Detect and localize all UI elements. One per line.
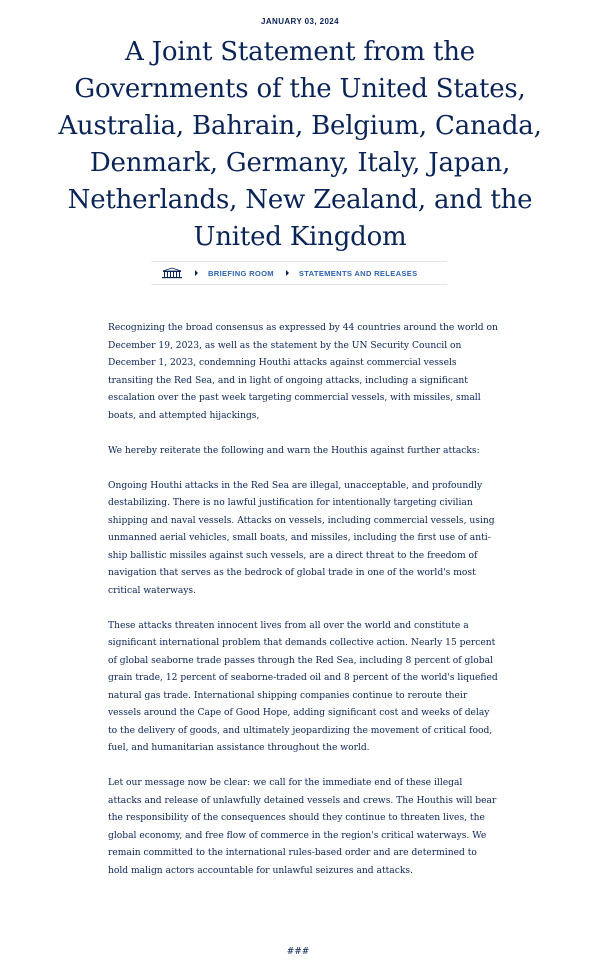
breadcrumb [151,261,447,285]
paragraph: Let our message now be clear: we call for the immediate end of these illegal attacks and release of unlawfully detained vessels and crews. The Houthis will bear the responsibility of the consequences should they continue to threaten lives, the global economy, and free flow of commerce in the region's critical waterways. We remain committed to the international rules-based order and are determined to hold malign actors accountable for unlawful seizures and attacks. [108,778,497,876]
breadcrumb-briefing-room[interactable]: BRIEFING ROOM [208,268,274,278]
paragraph: These attacks threaten innocent lives from all over the world and constitute a significant international problem that demands collective action. Nearly 15 percent of global seaborne trade passes through the Red Sea, including 8 percent of global grain trade, 12 percent of seaborne-traded oil and 8 percent of the world's liquefied natural gas trade. International shipping companies continue to reroute their vessels around the Cape of Good Hope, adding significant cost and weeks of delay to the delivery of goods, and ultimately jeopardizing the movement of critical food, fuel, and humanitarian assistance throughout the world. [108,620,498,753]
paragraph: Ongoing Houthi attacks in the Red Sea are illegal, unacceptable, and profoundly destabilizing. There is no lawful justification for intentionally targeting civilian shipping and naval vessels. Attacks on vessels, including commercial vessels, using unmanned aerial vehicles, small boats, and missiles, including the first use of anti-ship ballistic missiles against such vessels, are a direct threat to the freedom of navigation that serves as the bedrock of global trade in one of the world's most critical waterways. [108,480,495,596]
statement-body [108,320,498,898]
breadcrumb-statements-and-releases[interactable]: STATEMENTS AND RELEASES [298,268,418,278]
chevron-right-icon [286,270,289,276]
chevron-right-icon [195,270,198,276]
paragraph: Recognizing the broad consensus as expressed by 44 countries around the world on December 19, 2023, as well as the statement by the UN Security Council on December 1, 2023, condemning Houthi attacks against commercial vessels transiting the Red Sea, and in light of ongoing attacks, including a significant escalation over the past week targeting commercial vessels, with missiles, small boats, and attempted hijackings, [108,323,498,421]
paragraph: We hereby reiterate the following and warn the Houthis against further attacks: [108,445,480,456]
page-title: A Joint Statement from the Governments of the United States, Australia, Bahrain, Belgium, Canada, Denmark, Germany, Italy, Japan, Netherlands, New Zealand, and the United Kingdom [58,37,542,252]
publish-date: JANUARY 03, 2024 [261,17,339,26]
end-mark: ### [286,947,310,957]
white-house-icon[interactable] [161,267,183,279]
